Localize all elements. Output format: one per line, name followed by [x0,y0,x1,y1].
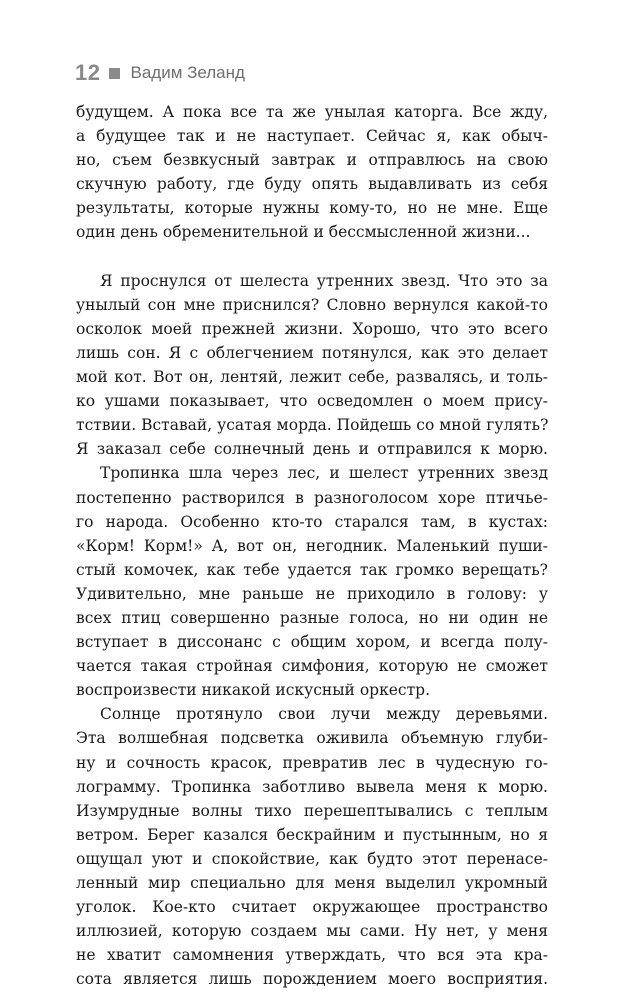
text-line: ну и сочность красок, превратив лес в чудесную го- [76,753,548,772]
text-line: один день обременительной и бессмысленной жизни... [76,223,531,242]
author-name: Вадим Зеланд [130,63,245,82]
text-line: Тропинка шла через лес, и шелест утренних звезд [100,464,548,483]
text-line: чается такая стройная симфония, которую не сможет [76,657,548,676]
text-line: ощущал уют и спокойствие, как будто этот перенасе- [76,849,548,868]
text-line: результаты, которые нужны кому-то, но не мне. Еще [76,199,548,218]
text-line: а будущее так и не наступает. Сейчас я, как обыч- [76,127,548,146]
text-line: не хватит самомнения утверждать, что вся эта кра- [76,946,548,965]
text-line: ленный мир специально для меня выделил укромный [76,874,548,892]
text-line: ко ушами показывает, что осведомлен о моем прису- [76,392,548,411]
body-text [76,100,548,991]
text-line: сота является лишь порождением моего восприятия. [76,970,548,989]
text-line: тствии. Вставай, усатая морда. Пойдешь со мной гулять? [76,416,548,435]
square-separator-icon [109,68,120,79]
text-line: Удивительно, мне раньше не приходило в голову: у [76,584,548,603]
text-line: осколок моей прежней жизни. Хорошо, что это всего [76,319,548,338]
text-line: скучную работу, где буду опять выдавливать из себя [76,175,548,194]
text-line: Изумрудные волны тихо перешептывались с теплым [76,801,548,820]
text-line: Солнце протянуло свои лучи между деревьями. [100,705,548,724]
paragraph-2 [76,269,548,462]
text-line: стый комочек, как тебе удается так громко верещать? [76,560,548,579]
paragraph-3 [76,461,548,702]
text-line: воспроизвести никакой искусный оркестр. [76,681,431,700]
text-line: «Корм! Корм!» А, вот он, негодник. Маленький пуши- [76,536,548,555]
text-line: лишь сон. Я с облегчением потянулся, как это делает [76,343,548,362]
text-line: иллюзией, которую создаем мы сами. Ну нет, у меня [76,922,548,941]
text-line: но, съем безвкусный завтрак и отправлюсь на свою [76,151,548,170]
text-line: постепенно растворился в разноголосом хоре птичье- [76,488,548,507]
text-line: ветром. Берег казался бескрайним и пустынным, но я [76,825,548,844]
paragraph-4 [76,702,548,991]
page-number: 12 [75,60,101,85]
text-line: Я заказал себе солнечный день и отправился к морю. [76,440,548,459]
text-line: мой кот. Вот он, лентяй, лежит себе, развалясь, и толь- [76,368,548,387]
paragraph-1 [76,100,548,245]
section-break [76,245,548,269]
text-line: го народа. Особенно кто-то старался там, в кустах: [76,512,548,531]
text-line: вступает в диссонанс с общим хором, и всегда полу- [76,633,548,652]
text-line: Эта волшебная подсветка оживила объемную глуби- [76,729,548,748]
running-header [75,58,245,88]
text-line: уголок. Кое-кто считает окружающее пространство [76,898,548,917]
text-line: будущем. А пока все та же унылая каторга. Все жду, [76,103,548,121]
text-line: лограмму. Тропинка заботливо вывела меня к морю. [76,777,548,796]
text-line: Я проснулся от шелеста утренних звезд. Что это за [100,271,548,290]
text-line: унылый сон мне приснился? Словно вернулся какой-то [76,295,548,314]
text-line: всех птиц совершенно разные голоса, но ни один не [76,608,548,627]
